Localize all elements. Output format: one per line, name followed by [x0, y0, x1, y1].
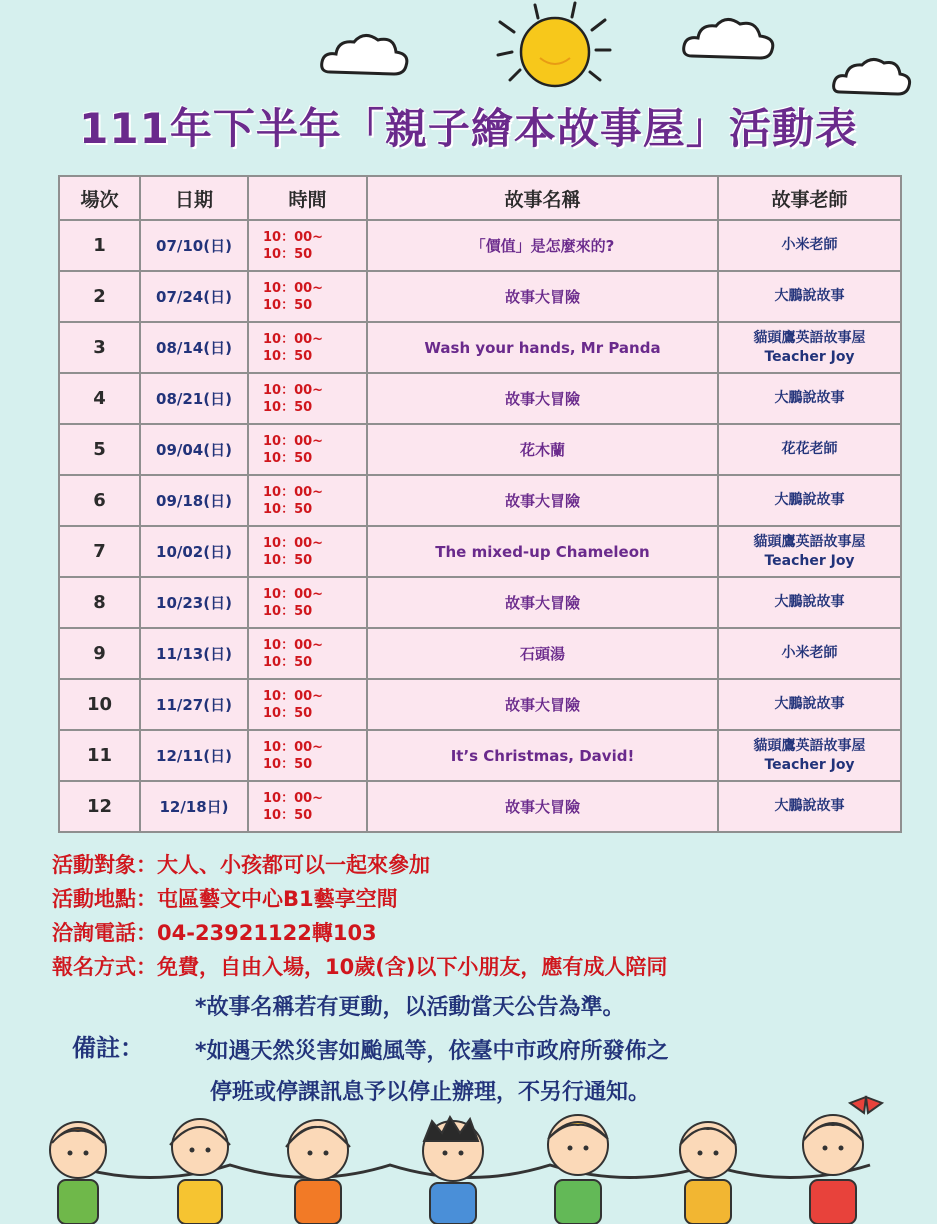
session-number: 4	[59, 373, 140, 424]
story-title: 故事大冒險	[367, 373, 718, 424]
time-start: 10：00~	[263, 535, 324, 551]
session-time	[248, 271, 367, 322]
session-number: 2	[59, 271, 140, 322]
table-row	[59, 322, 901, 373]
story-title: 石頭湯	[367, 628, 718, 679]
session-date: 10/23(日)	[140, 577, 248, 628]
table-row	[59, 220, 901, 271]
table-row	[59, 628, 901, 679]
event-target: 活動對象：大人、小孩都可以一起來參加	[52, 853, 430, 877]
teacher-name: 貓頭鷹英語故事屋	[753, 329, 866, 346]
cloud-icon	[680, 12, 780, 67]
session-date: 08/14(日)	[140, 322, 248, 373]
teacher-name: Teacher Joy	[764, 348, 855, 365]
story-teacher	[718, 628, 901, 679]
session-date: 07/24(日)	[140, 271, 248, 322]
teacher-name: 大鵬說故事	[774, 288, 845, 304]
time-end: 10：50	[263, 501, 313, 517]
notes-label: 備註：	[72, 1034, 144, 1062]
story-title: 故事大冒險	[367, 271, 718, 322]
story-teacher	[718, 730, 901, 781]
session-time	[248, 781, 367, 832]
teacher-name: 大鵬說故事	[774, 798, 845, 814]
time-start: 10：00~	[263, 739, 324, 755]
story-teacher	[718, 526, 901, 577]
time-start: 10：00~	[263, 688, 324, 704]
time-end: 10：50	[263, 450, 313, 466]
session-time	[248, 577, 367, 628]
session-date: 10/02(日)	[140, 526, 248, 577]
teacher-name: 大鵬說故事	[774, 696, 845, 712]
session-number: 3	[59, 322, 140, 373]
session-time	[248, 526, 367, 577]
story-title: 故事大冒險	[367, 475, 718, 526]
session-time	[248, 679, 367, 730]
session-number: 9	[59, 628, 140, 679]
time-end: 10：50	[263, 705, 313, 721]
event-info	[52, 848, 667, 984]
children-holding-hands-illustration	[30, 1095, 910, 1224]
story-title: 「價值」是怎麼來的?	[367, 220, 718, 271]
note-line-1: *故事名稱若有更動，以活動當天公告為準。	[195, 995, 625, 1020]
time-end: 10：50	[263, 348, 313, 364]
time-end: 10：50	[263, 552, 313, 568]
story-teacher	[718, 373, 901, 424]
schedule-table	[58, 175, 902, 833]
teacher-name: 小米老師	[781, 645, 838, 661]
time-start: 10：00~	[263, 331, 324, 347]
session-number: 12	[59, 781, 140, 832]
time-end: 10：50	[263, 399, 313, 415]
header-story-teacher: 故事老師	[718, 176, 901, 220]
story-title: The mixed-up Chameleon	[367, 526, 718, 577]
story-teacher	[718, 781, 901, 832]
time-end: 10：50	[263, 603, 313, 619]
cloud-icon	[318, 28, 413, 83]
header-time: 時間	[248, 176, 367, 220]
time-end: 10：50	[263, 756, 313, 772]
note-line-3: 停班或停課訊息予以停止辦理，不另行通知。	[210, 1080, 651, 1105]
session-time	[248, 475, 367, 526]
teacher-name: 大鵬說故事	[774, 594, 845, 610]
session-date: 12/11(日)	[140, 730, 248, 781]
teacher-name: Teacher Joy	[764, 552, 855, 569]
teacher-name: 小米老師	[781, 237, 838, 253]
time-start: 10：00~	[263, 433, 324, 449]
table-row	[59, 271, 901, 322]
time-start: 10：00~	[263, 637, 324, 653]
session-date: 07/10(日)	[140, 220, 248, 271]
story-teacher	[718, 424, 901, 475]
story-title: It’s Christmas, David!	[367, 730, 718, 781]
table-row	[59, 475, 901, 526]
time-start: 10：00~	[263, 484, 324, 500]
page-title: 111年下半年「親子繪本故事屋」活動表	[79, 104, 858, 153]
session-number: 7	[59, 526, 140, 577]
story-teacher	[718, 220, 901, 271]
table-row	[59, 781, 901, 832]
session-time	[248, 373, 367, 424]
story-title: 故事大冒險	[367, 679, 718, 730]
teacher-name: 大鵬說故事	[774, 390, 845, 406]
story-teacher	[718, 679, 901, 730]
note-line-2: *如遇天然災害如颱風等，依臺中市政府所發佈之	[195, 1039, 669, 1064]
session-date: 09/04(日)	[140, 424, 248, 475]
teacher-name: 大鵬說故事	[774, 492, 845, 508]
session-time	[248, 730, 367, 781]
time-start: 10：00~	[263, 229, 324, 245]
time-start: 10：00~	[263, 586, 324, 602]
story-teacher	[718, 271, 901, 322]
session-number: 5	[59, 424, 140, 475]
session-number: 6	[59, 475, 140, 526]
session-number: 8	[59, 577, 140, 628]
session-number: 11	[59, 730, 140, 781]
session-time	[248, 628, 367, 679]
session-time	[248, 322, 367, 373]
story-title: 故事大冒險	[367, 577, 718, 628]
time-end: 10：50	[263, 654, 313, 670]
time-end: 10：50	[263, 807, 313, 823]
time-start: 10：00~	[263, 790, 324, 806]
session-date: 12/18日)	[140, 781, 248, 832]
teacher-name: 貓頭鷹英語故事屋	[753, 533, 866, 550]
time-start: 10：00~	[263, 382, 324, 398]
table-row	[59, 577, 901, 628]
event-phone: 洽詢電話：04-23921122轉103	[52, 921, 377, 945]
table-row	[59, 730, 901, 781]
session-number: 1	[59, 220, 140, 271]
table-row	[59, 373, 901, 424]
event-location: 活動地點：屯區藝文中心B1藝享空間	[52, 887, 398, 911]
table-row	[59, 526, 901, 577]
teacher-name: Teacher Joy	[764, 756, 855, 773]
session-date: 09/18(日)	[140, 475, 248, 526]
cloud-icon	[830, 52, 915, 102]
story-teacher	[718, 322, 901, 373]
session-time	[248, 424, 367, 475]
session-number: 10	[59, 679, 140, 730]
teacher-name: 花花老師	[781, 441, 838, 457]
header-story-title: 故事名稱	[367, 176, 718, 220]
time-start: 10：00~	[263, 280, 324, 296]
story-title: 故事大冒險	[367, 781, 718, 832]
time-end: 10：50	[263, 246, 313, 262]
sun-icon	[480, 0, 630, 95]
table-row	[59, 424, 901, 475]
story-title: Wash your hands, Mr Panda	[367, 322, 718, 373]
table-row	[59, 679, 901, 730]
session-date: 11/27(日)	[140, 679, 248, 730]
header-date: 日期	[140, 176, 248, 220]
session-date: 08/21(日)	[140, 373, 248, 424]
story-teacher	[718, 577, 901, 628]
table-header-row	[59, 176, 901, 220]
story-teacher	[718, 475, 901, 526]
session-time	[248, 220, 367, 271]
session-date: 11/13(日)	[140, 628, 248, 679]
header-session: 場次	[59, 176, 140, 220]
event-registration: 報名方式：免費，自由入場，10歲(含)以下小朋友，應有成人陪同	[52, 955, 668, 979]
teacher-name: 貓頭鷹英語故事屋	[753, 737, 866, 754]
time-end: 10：50	[263, 297, 313, 313]
story-title: 花木蘭	[367, 424, 718, 475]
